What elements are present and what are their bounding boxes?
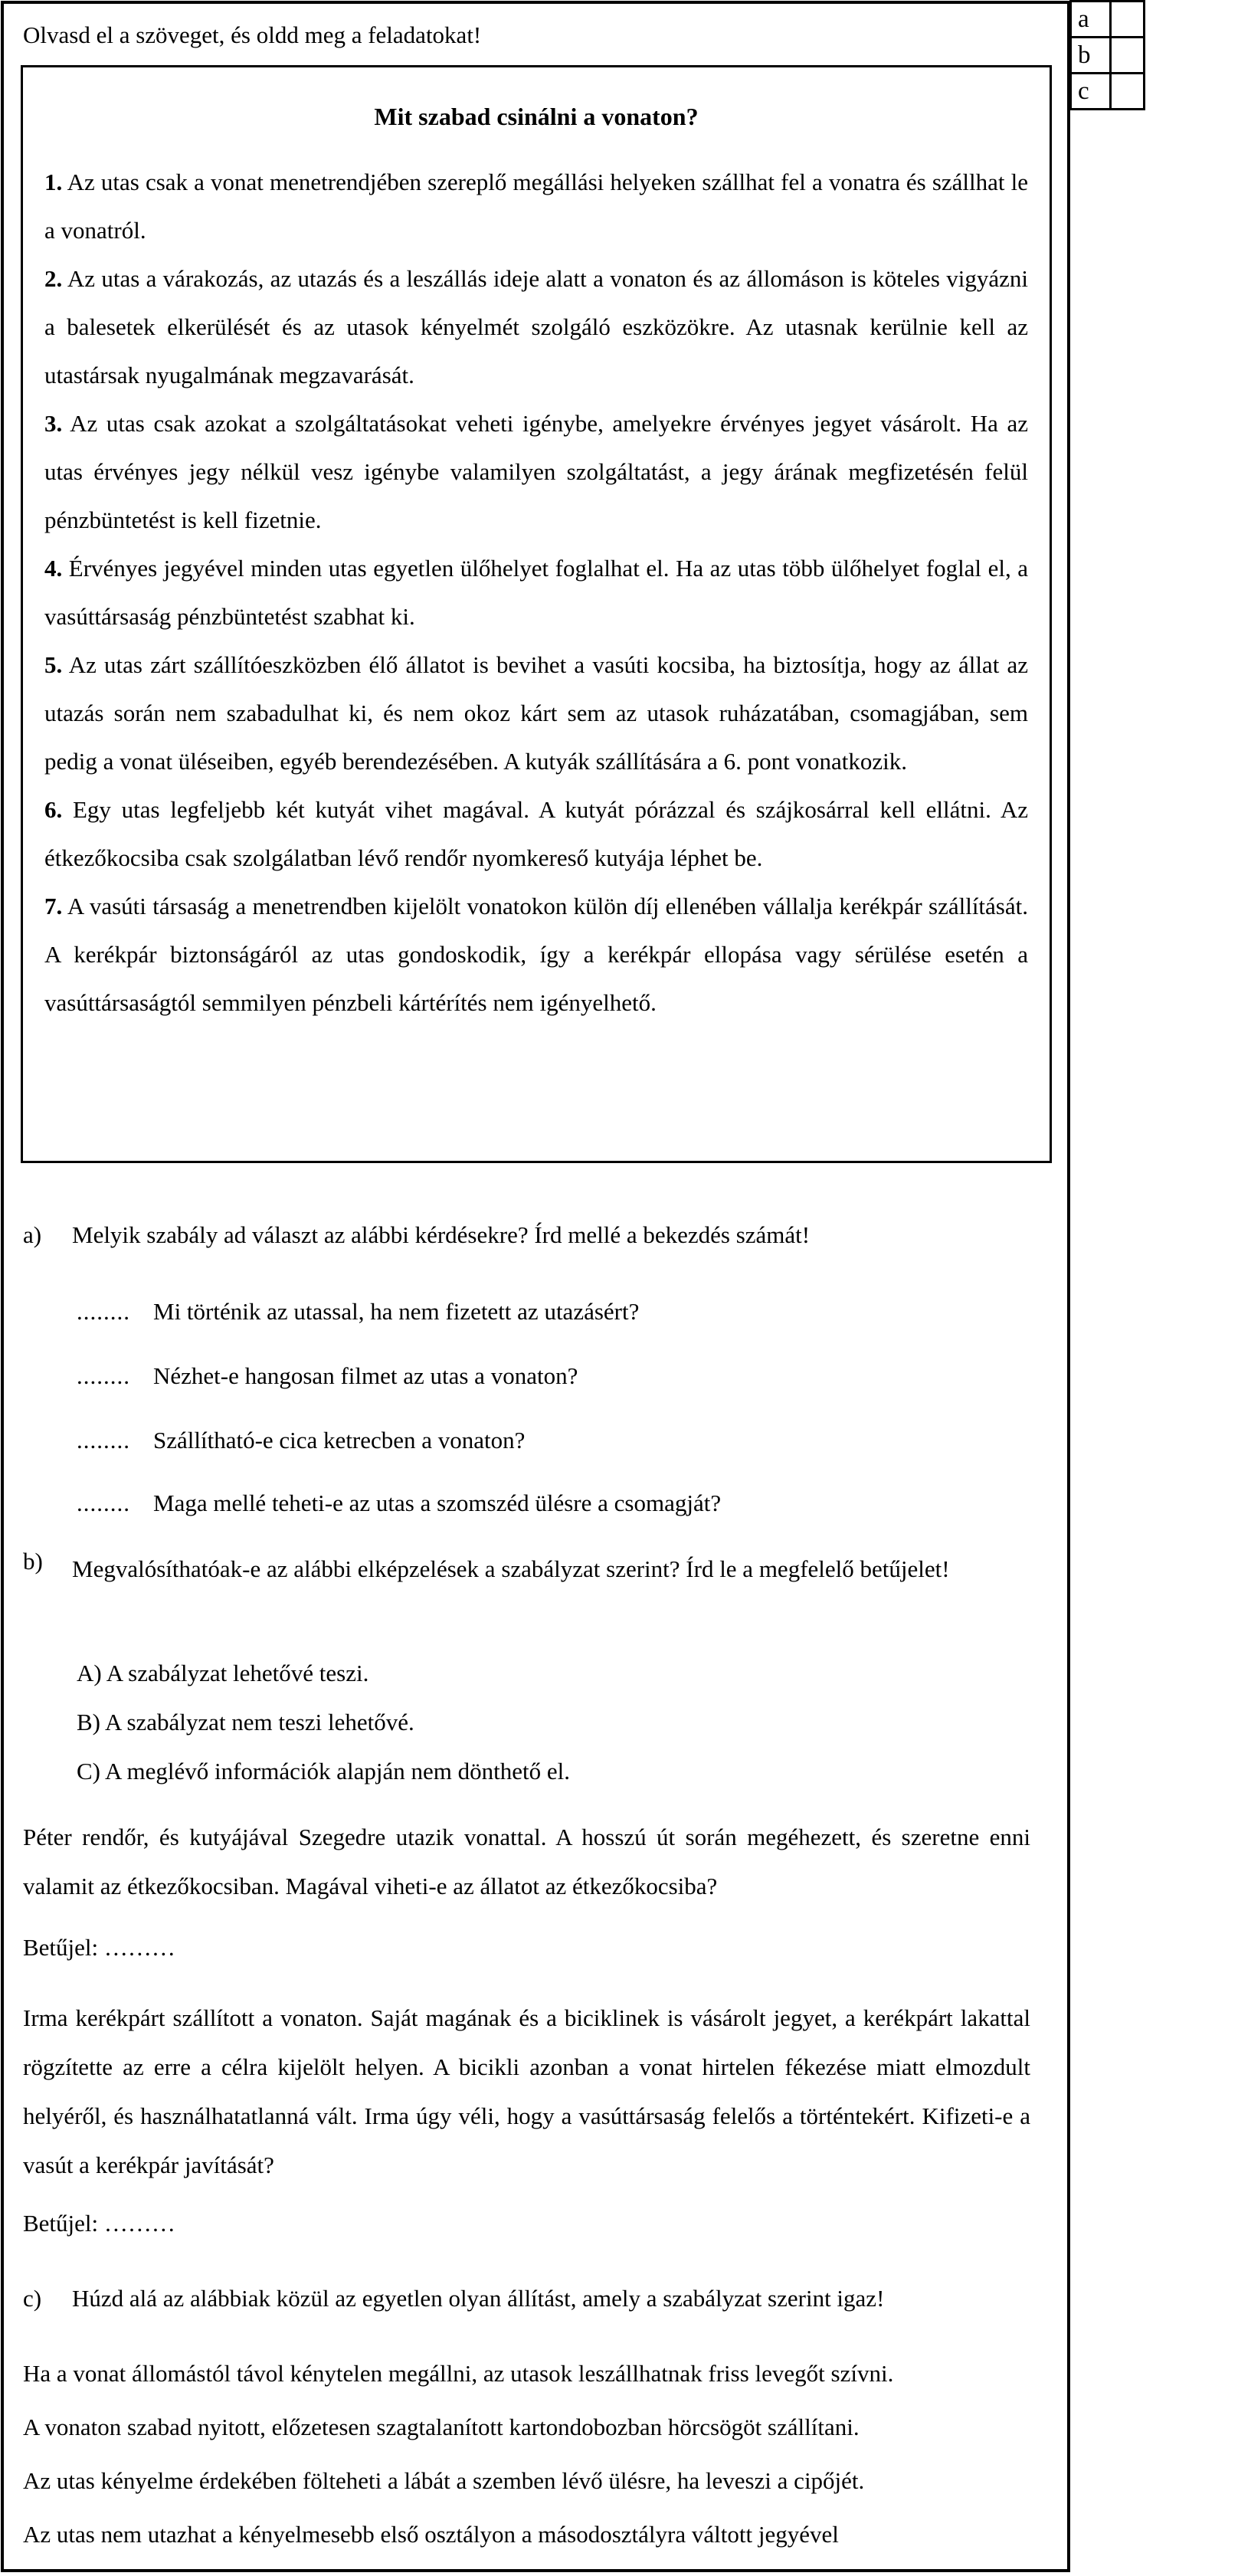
task-b-label: b) bbox=[23, 1548, 43, 1575]
question-text: Maga mellé teheti-e az utas a szomszéd ülésre a csomagját? bbox=[153, 1490, 722, 1516]
question-row bbox=[77, 1486, 1030, 1520]
rule-text: Egy utas legfeljebb két kutyát vihet magával. A kutyát pórázzal és szájkosárral kell ellátni. Az étkezőkocsiba csak szolgálatban lévő rendőr nyomkereső kutyája léphet be. bbox=[44, 796, 1028, 871]
rule-paragraph bbox=[44, 882, 1028, 1027]
statement-item[interactable]: Ha a vonat állomástól távol kénytelen megállni, az utasok leszállhatnak friss levegőt szívni. bbox=[23, 2360, 894, 2387]
rule-text: A vasúti társaság a menetrendben kijelölt vonatokon külön díj ellenében vállalja kerékpár szállítását. A kerékpár biztonságáról az utas gondoskodik, így a kerékpár ellopása vagy sérülése esetén a vasúttársaságtól semmilyen pénzbeli kártérítés nem igényelhető. bbox=[44, 893, 1028, 1016]
score-row bbox=[1071, 2, 1145, 38]
answer-blank-dots[interactable]: ........ bbox=[77, 1427, 130, 1454]
task-c bbox=[23, 2282, 1030, 2315]
rules-box bbox=[21, 65, 1052, 1163]
option-c: C) A meglévő információk alapján nem dönthető el. bbox=[77, 1758, 570, 1785]
answer-blank-dots[interactable]: ........ bbox=[77, 1298, 130, 1325]
task-a bbox=[23, 1218, 1030, 1252]
question-row bbox=[77, 1359, 1030, 1393]
rule-number: 7. bbox=[44, 893, 63, 919]
task-a-label: a) bbox=[23, 1221, 42, 1248]
rule-paragraph bbox=[44, 399, 1028, 544]
rule-text: Az utas zárt szállítóeszközben élő állatot is bevihet a vasúti kocsiba, ha biztosítja, hogy az állat az utazás során nem szabadulhat ki, és nem okoz kárt sem az utasok ruházatában, csomagjában, sem pedig a vonat üléseiben, egyéb berendezésében. A kutyák szállítására a 6. pont vonatkozik. bbox=[44, 651, 1028, 775]
score-label-cell: b bbox=[1071, 38, 1111, 74]
rules-title: Mit szabad csinálni a vonaton? bbox=[374, 103, 699, 130]
score-value-cell[interactable] bbox=[1111, 2, 1145, 38]
answer-blank-dots[interactable]: ........ bbox=[77, 1490, 130, 1516]
rule-paragraph bbox=[44, 254, 1028, 399]
rule-paragraph bbox=[44, 641, 1028, 785]
score-table bbox=[1069, 0, 1145, 110]
question-text: Nézhet-e hangosan filmet az utas a vonaton? bbox=[153, 1362, 578, 1389]
question-row bbox=[77, 1424, 1030, 1457]
letter-answer-line[interactable]: Betűjel: ……… bbox=[23, 2210, 175, 2237]
rule-number: 5. bbox=[44, 651, 63, 678]
instruction-text: Olvasd el a szöveget, és oldd meg a feladatokat! bbox=[23, 21, 482, 48]
scenario-peter: Péter rendőr, és kutyájával Szegedre utazik vonattal. A hosszú út során megéhezett, és szeretne enni valamit az étkezőkocsiban. Magával viheti-e az állatot az étkezőkocsiba? bbox=[23, 1824, 1030, 1899]
rule-number: 1. bbox=[44, 169, 63, 195]
question-row bbox=[77, 1295, 1030, 1329]
score-label-cell: c bbox=[1071, 74, 1111, 110]
question-text: Mi történik az utassal, ha nem fizetett az utazásért? bbox=[153, 1298, 640, 1325]
answer-blank-dots[interactable]: ........ bbox=[77, 1362, 130, 1389]
rule-text: Az utas a várakozás, az utazás és a leszállás ideje alatt a vonaton és az állomáson is köteles vigyázni a balesetek elkerülését és az utasok kényelmét szolgáló eszközökre. Az utasnak kerülnie kell az utastársak nyugalmának megzavarását. bbox=[44, 265, 1028, 388]
rule-text: Érvényes jegyével minden utas egyetlen ülőhelyet foglalhat el. Ha az utas több ülőhelyet foglal el, a vasúttársaság pénzbüntetést szabhat ki. bbox=[44, 555, 1028, 630]
score-value-cell[interactable] bbox=[1111, 74, 1145, 110]
option-b: B) A szabályzat nem teszi lehetővé. bbox=[77, 1709, 414, 1735]
task-c-prompt: Húzd alá az alábbiak közül az egyetlen olyan állítást, amely a szabályzat szerint igaz! bbox=[72, 2285, 885, 2312]
score-value-cell[interactable] bbox=[1111, 38, 1145, 74]
statement-item[interactable]: Az utas nem utazhat a kényelmesebb első osztályon a másodosztályra váltott jegyével bbox=[23, 2521, 839, 2548]
rule-text: Az utas csak a vonat menetrendjében szereplő megállási helyeken szállhat fel a vonatra és szállhat le a vonatról. bbox=[44, 169, 1028, 244]
task-b bbox=[23, 1545, 1030, 1594]
option-a: A) A szabályzat lehetővé teszi. bbox=[77, 1660, 369, 1686]
rule-number: 3. bbox=[44, 410, 63, 437]
task-c-label: c) bbox=[23, 2285, 42, 2312]
rule-number: 2. bbox=[44, 265, 63, 292]
statement-item[interactable]: A vonaton szabad nyitott, előzetesen szagtalanított kartondobozban hörcsögöt szállítani. bbox=[23, 2414, 860, 2440]
task-a-prompt: Melyik szabály ad választ az alábbi kérdésekre? Írd mellé a bekezdés számát! bbox=[72, 1221, 811, 1248]
rule-paragraph bbox=[44, 544, 1028, 641]
score-label-cell: a bbox=[1071, 2, 1111, 38]
scenario-irma: Irma kerékpárt szállított a vonaton. Saját magának és a biciklinek is vásárolt jegyet, a kerékpárt lakattal rögzítette az erre a célra kijelölt helyen. A bicikli azonban a vonat hirtelen fékezése miatt elmozdult helyéről, és használhatatlanná vált. Irma úgy véli, hogy a vasúttársaság felelős a történtekért. Kifizeti-e a vasút a kerékpár javítását? bbox=[23, 2004, 1030, 2178]
score-row bbox=[1071, 38, 1145, 74]
rule-paragraph bbox=[44, 158, 1028, 254]
rule-paragraph bbox=[44, 785, 1028, 882]
rule-number: 4. bbox=[44, 555, 63, 582]
question-text: Szállítható-e cica ketrecben a vonaton? bbox=[153, 1427, 526, 1454]
task-b-prompt: Megvalósíthatóak-e az alábbi elképzelések a szabályzat szerint? Írd le a megfelelő betűjelet! bbox=[72, 1555, 950, 1582]
rule-number: 6. bbox=[44, 796, 63, 823]
statement-item[interactable]: Az utas kényelme érdekében fölteheti a lábát a szemben lévő ülésre, ha leveszi a cipőjét. bbox=[23, 2467, 865, 2494]
score-row bbox=[1071, 74, 1145, 110]
letter-answer-line[interactable]: Betűjel: ……… bbox=[23, 1934, 175, 1961]
rule-text: Az utas csak azokat a szolgáltatásokat veheti igénybe, amelyekre érvényes jegyet vásárolt. Ha az utas érvényes jegy nélkül vesz igénybe valamilyen szolgáltatást, a jegy árának megfizetésén felül pénzbüntetést is kell fizetnie. bbox=[44, 410, 1028, 533]
